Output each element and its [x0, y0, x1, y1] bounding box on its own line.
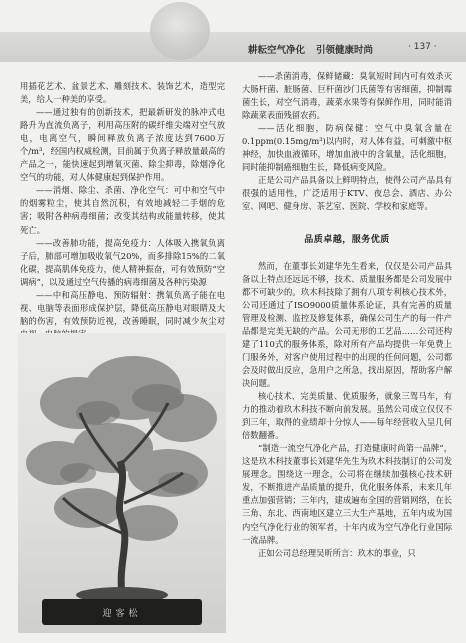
paragraph: 正如公司总经理吴昕所言：玖木的事业，只 [258, 547, 416, 558]
title-separator [309, 45, 312, 56]
paragraph: ——消烟、除尘、杀菌、净化空气：可中和空气中的烟雾粒尘，使其自然沉积，有效地减轻二手烟的危害；吸附各种病毒细菌；改变其结构或能量转移，使其死亡。 [20, 185, 225, 235]
header-logo-watermark [150, 2, 210, 60]
section-heading: 品质卓越，服务优质 [304, 234, 390, 245]
paragraph: ——中和高压静电、预防辐射：携氧负离子能在电视、电脑等表面形成保护层，降低高压静电对眼睛及大脑的伤害，有效预防近视，改善睡眠，同时减少灰尘对 [20, 289, 225, 326]
header-band [0, 32, 466, 62]
page-header [0, 0, 466, 68]
running-title [248, 42, 373, 56]
paragraph: “制造一流空气净化产品，打造健康时尚第一品牌”，这是玖木科技董事长刘建华先生为玖木科技制订的公司发展理念。围绕这一理念，公司将在继续加强核心技术研发，不断推进产品质量的提升，优化服务体系，未来几年重点加强营销；三年内，建成遍布全国的营销网络，在长三角、东北、西南地区建立三大生产基地，五年内成为国内空气净化行业的领军者，十年内成为空气净化行业国际一流品牌。 [242, 443, 452, 545]
paragraph: ——改善肺功能，提高免疫力：人体吸入携氧负离子后，肺部可增加吸收氧气20%，而多排除15%的二氧化碳，提高肌体免疫力，使人精神振奋，可有效预防“空调病”，以及通过空气传播的病毒细菌及各种污染源 [20, 237, 225, 287]
paragraph: ——通过独有的创新技术，把最新研发的脉冲式电路升为直流负离子，利用高压附的碳纤维尖端对空气放电，电离空气，瞬间释放负离子浓度达到7600万个/m³，经国内权威检测，目前属于负离子释放量最高的产品之一，能快速起到增氧灭菌、除尘抑毒，除烟净化空气的功能，对人体健康起到保护作用。 [20, 107, 225, 183]
right-column [242, 70, 452, 560]
page-number: · 137 · [408, 42, 437, 52]
product-photo [18, 333, 226, 633]
paragraph: 然而，在董事长刘建华先生看来，仅仅是公司产品具备以上特点还远远不够，技术、质量服务都是公司发展中都不可缺少的。玖木科技除了拥有八项专利核心技术外，公司还通过了ISO9000质量体系论证，具有完善的质量管理及检测、监控及修复体系，确保公司生产的每一件产品都是完美无缺的产品。公司无形的工艺品……公司还构建了110式的服务体系，除对所有产品均提供一年免费上门服务外，对客户使用过程中的出现的任何问题，公司都会及时做出反应，急用户之所急，找出原因，帮助客户解决问题。 [242, 260, 452, 388]
bonsai-tree-illustration [18, 333, 226, 633]
running-title-left: 耕耘空气净化 [248, 45, 306, 56]
running-title-right: 引领健康时尚 [316, 45, 374, 56]
paragraph: 核心技术、完美质量、优质服务，就象三驾马车，有力的推动着玖木科技不断向前发展。虽然公司成立仅仅不到三年，取得的业绩却十分惊人——每年经营收入呈几何倍数翻番。 [242, 391, 452, 441]
paragraph: ——活化细胞，防病保健：空气中臭氧含量在0.1ppm(0.15mg/m³)以内时，对人体有益，可刺激中枢神经，加快血液循环，增加血液中的含氧量，活化细胞，同时能抑制癌细胞生长，降低病变风险。 [242, 123, 452, 173]
paragraph: 正是公司产品具备以上鲜明特点，使得公司产品具有很强的适用性，广泛适用于KTV、夜总会、酒店、办公室、网吧、健身房、茶艺室、医院、学校和家庭等。 [242, 175, 452, 212]
paragraph: 用插花艺术、盆景艺术、雕刻技术、装饰艺术，造型完美，给人一种美的享受。 [20, 81, 225, 105]
paragraph: ——杀菌消毒，保鲜储藏：臭氧短时间内可有效杀灭大肠杆菌、脏肠菌、巨杆菌沙门氏菌等有害细菌，抑制霉菌生长，对空气消毒，蔬菜水果等有保鲜作用，同时能消除蔬菜表面残留农药。 [242, 71, 452, 121]
plate-inscription: 迎客松 [102, 609, 142, 619]
